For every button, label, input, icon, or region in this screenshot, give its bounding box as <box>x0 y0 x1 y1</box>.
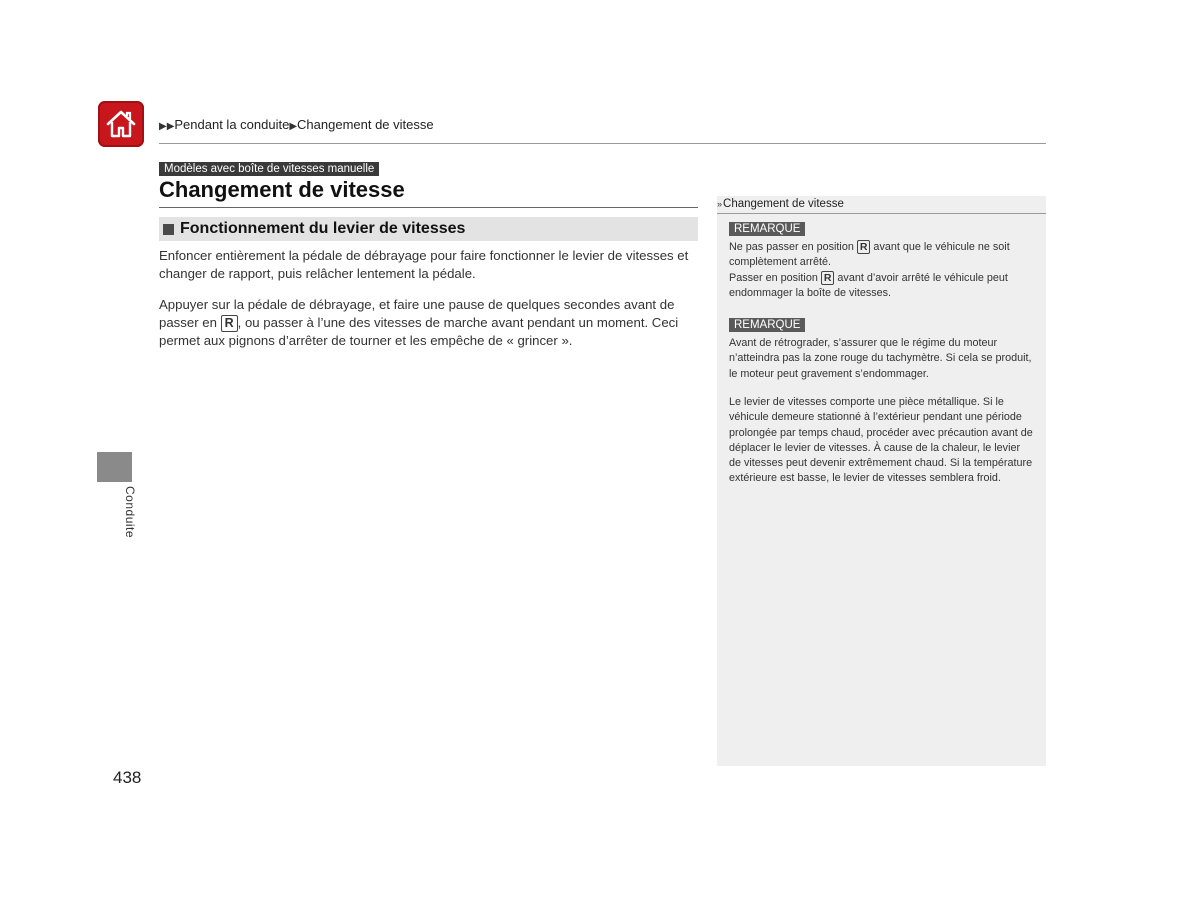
paragraph-2 <box>159 296 701 350</box>
note-3: Avant de rétrograder, s’assurer que le régime du moteur n’atteindra pas la zone rouge du tachymètre. Si cela se produit, le moteur peut gravement s’endommager. <box>729 337 1032 380</box>
model-tag: Modèles avec boîte de vitesses manuelle <box>159 162 379 176</box>
breadcrumb <box>159 117 434 132</box>
double-arrow-icon: » <box>717 199 721 209</box>
note-1-end: avant que le véhicule ne soit complètement arrêté. <box>729 241 1010 269</box>
reverse-key-icon: R <box>821 271 835 285</box>
reverse-key-icon: R <box>857 240 871 254</box>
paragraph-2-start: Appuyer sur la pédale de débrayage, et faire une pause de quelques secondes avant de passer en <box>159 297 675 330</box>
sidebar-header <box>717 196 1046 214</box>
header-divider <box>159 143 1046 144</box>
breadcrumb-arrow-icon: ▶▶ <box>159 121 175 132</box>
square-bullet-icon <box>163 224 174 235</box>
home-button[interactable] <box>98 101 144 147</box>
note-2 <box>729 271 1035 302</box>
paragraph-2-end: , ou passer à l’une des vitesses de marche avant pendant un moment. Ceci permet aux pignons d’arrêter de tourner et les empêche de « grincer ». <box>159 315 679 348</box>
chapter-label: Conduite <box>123 486 137 539</box>
title-divider <box>159 207 698 208</box>
note-2-start: Passer en position <box>729 272 821 284</box>
breadcrumb-item-changement-de-vitesse[interactable]: Changement de vitesse <box>297 117 434 132</box>
sidebar-notes <box>717 196 1046 766</box>
note-1-start: Ne pas passer en position <box>729 241 857 253</box>
sidebar-header-text: Changement de vitesse <box>723 198 844 210</box>
note-2-end: avant d’avoir arrêté le véhicule peut endommager la boîte de vitesses. <box>729 272 1008 300</box>
breadcrumb-item-pendant-la-conduite[interactable]: Pendant la conduite <box>174 117 290 132</box>
note-1 <box>729 240 1035 271</box>
note-4: Le levier de vitesses comporte une pièce métallique. Si le véhicule demeure stationné à l’extérieur pendant une période prolongée par temps chaud, procéder avec précaution avant de déplacer le levier de vitesses. À cause de la chaleur, le levier de vitesses peut devenir extrêmement chaud. Si la température extérieure est basse, le levier de vitesses semblera froid. <box>729 396 1033 485</box>
reverse-key-icon: R <box>221 315 238 332</box>
section-heading-text: Fonctionnement du levier de vitesses <box>180 220 466 237</box>
page-title: Changement de vitesse <box>159 177 405 202</box>
remarque-badge-1: REMARQUE <box>729 222 805 236</box>
paragraph-1: Enfoncer entièrement la pédale de débrayage pour faire fonctionner le levier de vitesses et changer de rapport, puis relâcher lentement la pédale. <box>159 248 689 281</box>
section-heading <box>159 217 698 241</box>
chapter-tab[interactable] <box>97 452 132 482</box>
page-number: 438 <box>113 768 142 787</box>
home-icon <box>104 107 138 141</box>
remarque-badge-2: REMARQUE <box>729 318 805 332</box>
breadcrumb-separator-icon: ▶ <box>289 121 298 132</box>
